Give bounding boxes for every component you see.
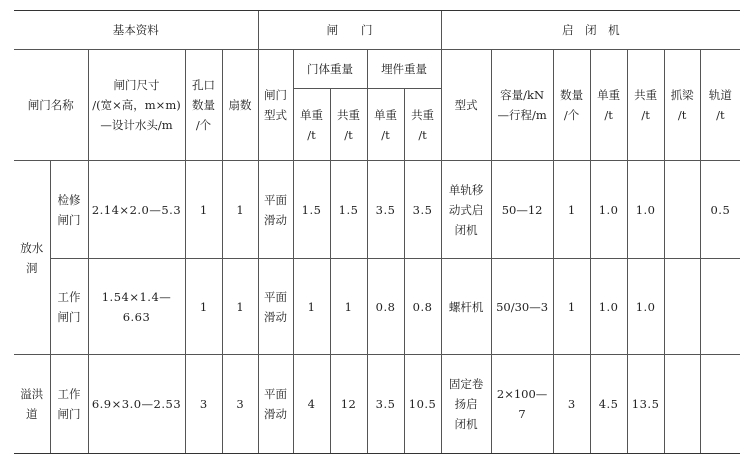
cell-hoist-type	[441, 355, 491, 454]
cell-beam	[664, 259, 700, 355]
header-beam-text: 抓梁 /t	[670, 88, 694, 122]
header-openings-text: 孔口 数量 /个	[192, 78, 215, 132]
header-track	[700, 50, 740, 161]
cell-body-total: 1.5	[330, 161, 367, 259]
cell-embed-unit: 3.5	[367, 161, 404, 259]
cell-name-text: 检修 闸门	[57, 192, 81, 227]
cell-gate-type	[258, 259, 293, 355]
cell-embed-unit: 0.8	[367, 259, 404, 355]
header-body-unit-weight-text: 单重 /t	[300, 107, 324, 142]
header-body-total-weight	[330, 89, 367, 161]
cell-beam	[664, 355, 700, 454]
cell-openings: 3	[185, 355, 222, 454]
cell-qty: 1	[553, 259, 590, 355]
cell-hoist-total: 13.5	[627, 355, 664, 454]
header-body-weight: 门体重量	[293, 50, 367, 89]
header-hoist: 启 闭 机	[441, 11, 740, 50]
cell-hoist-type-text: 螺杆机	[448, 299, 484, 314]
cell-body-unit: 1.5	[293, 161, 330, 259]
header-embed-total-weight-text: 共重 /t	[411, 107, 435, 142]
header-basic: 基本资料	[14, 11, 258, 50]
header-capacity	[491, 50, 553, 161]
header-body-total-weight-text: 共重 /t	[337, 107, 361, 142]
cell-gate-type	[258, 355, 293, 454]
header-embed-total-weight	[404, 89, 441, 161]
cell-gate-type	[258, 161, 293, 259]
header-hoist-total-weight	[627, 50, 664, 161]
header-gate-size	[88, 50, 185, 161]
cell-leaves: 1	[222, 161, 258, 259]
cell-qty: 3	[553, 355, 590, 454]
cell-hoist-type-text: 固定卷 扬启 闭机	[448, 377, 484, 431]
cell-name-text: 工作 闸门	[57, 387, 81, 421]
table-row	[14, 259, 740, 355]
header-gate-name: 闸门名称	[14, 50, 88, 161]
header-embed-unit-weight	[367, 89, 404, 161]
group-outlet	[14, 161, 50, 355]
cell-embed-total: 10.5	[404, 355, 441, 454]
cell-body-total: 1	[330, 259, 367, 355]
cell-hoist-type	[441, 259, 491, 355]
cell-track	[700, 355, 740, 454]
cell-track: 0.5	[700, 161, 740, 259]
cell-size: 6.9×3.0—2.53	[88, 355, 185, 454]
cell-openings: 1	[185, 259, 222, 355]
cell-name	[50, 355, 88, 454]
cell-capacity: 50—12	[491, 161, 553, 259]
cell-hoist-unit: 1.0	[590, 259, 627, 355]
cell-body-unit: 1	[293, 259, 330, 355]
header-gate-size-text: 闸门尺寸 /(宽×高，m×m) —设计水头/m	[92, 78, 181, 132]
cell-capacity: 50/30—3	[491, 259, 553, 355]
cell-name	[50, 161, 88, 259]
cell-hoist-unit: 1.0	[590, 161, 627, 259]
cell-gate-type-text: 平面 滑动	[264, 387, 288, 421]
header-gate-type-text: 闸门 型式	[264, 88, 288, 122]
cell-gate-type-text: 平面 滑动	[264, 192, 288, 227]
header-embed-unit-weight-text: 单重 /t	[374, 107, 398, 142]
group-spillway-text: 溢洪 道	[20, 387, 44, 421]
header-openings	[185, 50, 222, 161]
cell-size: 2.14×2.0—5.3	[88, 161, 185, 259]
header-quantity	[553, 50, 590, 161]
cell-embed-total: 0.8	[404, 259, 441, 355]
cell-hoist-unit: 4.5	[590, 355, 627, 454]
cell-qty: 1	[553, 161, 590, 259]
header-hoist-type: 型式	[441, 50, 491, 161]
cell-beam	[664, 161, 700, 259]
cell-name-text: 工作 闸门	[57, 289, 81, 324]
group-spillway	[14, 355, 50, 454]
header-leaves: 扇数	[222, 50, 258, 161]
cell-hoist-total: 1.0	[627, 259, 664, 355]
cell-body-unit: 4	[293, 355, 330, 454]
cell-hoist-type	[441, 161, 491, 259]
cell-embed-total: 3.5	[404, 161, 441, 259]
table-row	[14, 161, 740, 259]
cell-track	[700, 259, 740, 355]
header-gate-type	[258, 50, 293, 161]
cell-name	[50, 259, 88, 355]
header-body-unit-weight	[293, 89, 330, 161]
header-hoist-unit-weight-text: 单重 /t	[597, 88, 621, 122]
header-quantity-text: 数量 /个	[560, 88, 584, 122]
cell-leaves: 1	[222, 259, 258, 355]
cell-size: 1.54×1.4—6.63	[88, 259, 185, 355]
header-gate: 闸 门	[258, 11, 441, 50]
cell-leaves: 3	[222, 355, 258, 454]
cell-embed-unit: 3.5	[367, 355, 404, 454]
cell-openings: 1	[185, 161, 222, 259]
header-capacity-text: 容量/kN —行程/m	[497, 88, 547, 122]
cell-capacity: 2×100—7	[491, 355, 553, 454]
table-row	[14, 355, 740, 454]
group-outlet-text: 放水 洞	[20, 240, 44, 275]
header-hoist-unit-weight	[590, 50, 627, 161]
cell-hoist-total: 1.0	[627, 161, 664, 259]
header-beam	[664, 50, 700, 161]
header-track-text: 轨道 /t	[708, 88, 732, 122]
cell-gate-type-text: 平面 滑动	[264, 289, 288, 324]
cell-body-total: 12	[330, 355, 367, 454]
header-embed-weight: 埋件重量	[367, 50, 441, 89]
header-hoist-total-weight-text: 共重 /t	[634, 88, 658, 122]
cell-hoist-type-text: 单轨移 动式启 闭机	[448, 182, 484, 237]
gate-hoist-table	[14, 10, 740, 454]
